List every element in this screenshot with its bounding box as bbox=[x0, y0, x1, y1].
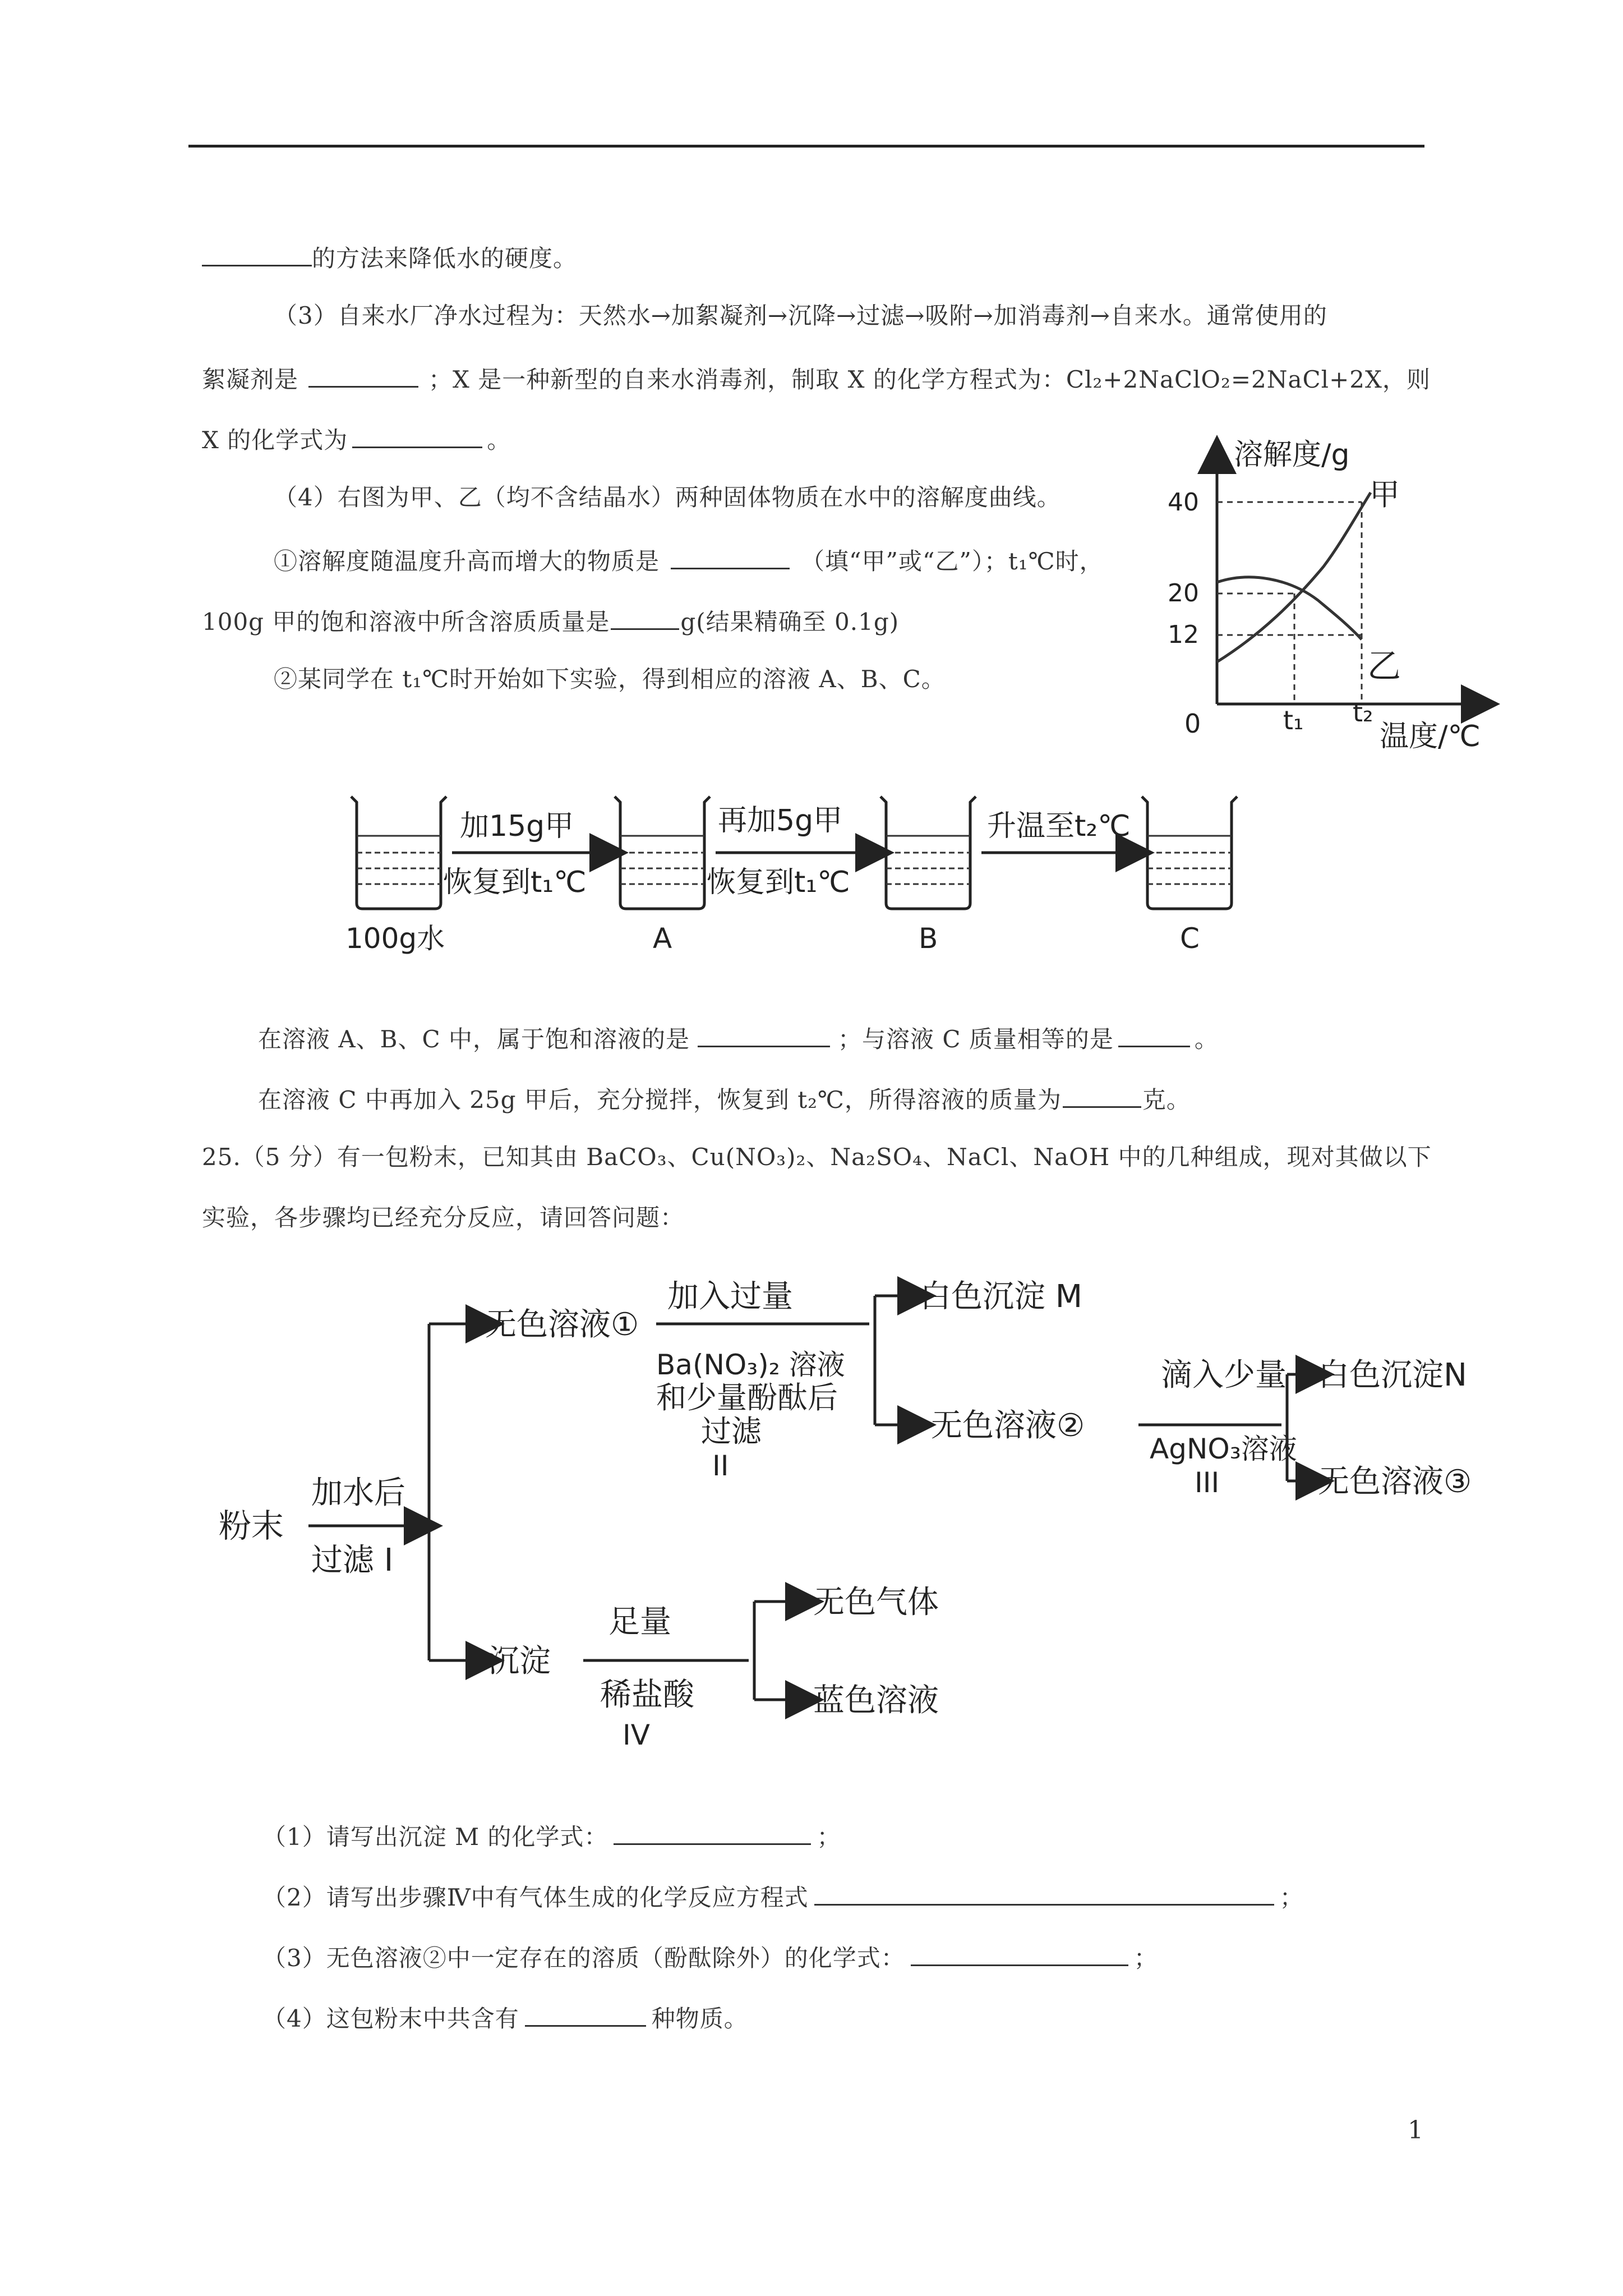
label-c: C bbox=[1180, 922, 1200, 955]
step2-reagent-line1: Ba(NO₃)₂ 溶液 bbox=[656, 1349, 845, 1381]
x-axis-label: 温度/℃ bbox=[1380, 720, 1481, 753]
powder-node: 粉末 bbox=[219, 1507, 284, 1545]
answer-blank bbox=[614, 1820, 811, 1845]
solution1-node: 无色溶液① bbox=[485, 1306, 639, 1343]
step2-reagent-line3: 过滤 bbox=[701, 1414, 762, 1449]
text-line-6: ①溶解度随温度升高而增大的物质是 （填“甲”或“乙”）；t₁℃时， bbox=[274, 544, 1104, 576]
answer-blank bbox=[698, 1022, 830, 1047]
step1-top-label: 加水后 bbox=[311, 1475, 405, 1511]
beaker-experiment-diagram bbox=[325, 780, 1267, 965]
gas-node: 无色气体 bbox=[813, 1584, 939, 1621]
solution2-node: 无色溶液② bbox=[931, 1407, 1085, 1444]
step2-top-label: 再加5g甲 bbox=[718, 804, 843, 838]
text-line-10: 在溶液 C 中再加入 25g 甲后，充分搅拌，恢复到 t₂℃，所得溶液的质量为 克。 bbox=[258, 1083, 1191, 1114]
text-line-11: 25.（5 分）有一包粉末，已知其由 BaCO₃、Cu(NO₃)₂、Na₂SO₄、NaCl、NaOH 中的几种组成，现对其做以下 bbox=[202, 1143, 1432, 1171]
text-line-7: 100g 甲的饱和溶液中所含溶质质量是 g(结果精确至 0.1g) bbox=[202, 605, 899, 636]
answer-blank bbox=[671, 544, 790, 569]
text-line-3: 絮凝剂是 ；X 是一种新型的自来水消毒剂，制取 X 的化学方程式为：Cl₂+2NaClO₂=2NaCl+2X，则 bbox=[202, 362, 1431, 394]
x-tick-t1: t₁ bbox=[1283, 705, 1304, 735]
answer-blank bbox=[814, 1880, 1274, 1906]
beaker-a bbox=[615, 797, 710, 909]
y-tick-20: 20 bbox=[1168, 579, 1199, 608]
label-a: A bbox=[653, 922, 672, 955]
step3-top-label: 滴入少量 bbox=[1161, 1357, 1287, 1393]
label-b: B bbox=[919, 922, 938, 955]
step2-number: II bbox=[712, 1450, 729, 1482]
answer-blank bbox=[352, 423, 482, 448]
solubility-chart bbox=[1155, 432, 1514, 763]
answer-blank bbox=[202, 241, 312, 266]
page-number: 1 bbox=[1408, 2116, 1423, 2145]
precipitate-node: 沉淀 bbox=[488, 1643, 551, 1680]
beaker-c bbox=[1142, 797, 1237, 909]
answer-blank bbox=[308, 362, 418, 388]
x-tick-t2: t₂ bbox=[1353, 697, 1373, 728]
question-1: （1）请写出沉淀 M 的化学式： ； bbox=[262, 1820, 841, 1851]
step4-number: IV bbox=[623, 1719, 650, 1751]
step3-top-label: 升温至t₂℃ bbox=[987, 809, 1131, 843]
step4-top-label: 足量 bbox=[608, 1604, 671, 1640]
y-axis-label: 溶解度/g bbox=[1234, 438, 1350, 472]
answer-blank bbox=[1118, 1022, 1190, 1047]
series-label-yi: 乙 bbox=[1367, 647, 1401, 686]
text-line-9: 在溶液 A、B、C 中，属于饱和溶液的是 ；与溶液 C 质量相等的是 。 bbox=[258, 1022, 1219, 1053]
origin-label: 0 bbox=[1184, 708, 1201, 739]
step2-top-label: 加入过量 bbox=[667, 1278, 793, 1315]
question-4: （4）这包粉末中共含有 种物质。 bbox=[262, 2001, 748, 2033]
precipitate-n-node: 白色沉淀N bbox=[1318, 1357, 1467, 1393]
experiment-flowchart bbox=[208, 1257, 1520, 1773]
curve-yi bbox=[1217, 577, 1362, 639]
beaker-water bbox=[351, 797, 446, 909]
step3-number: III bbox=[1195, 1466, 1220, 1499]
answer-blank bbox=[1063, 1083, 1141, 1108]
text-line-8: ②某同学在 t₁℃时开始如下实验，得到相应的溶液 A、B、C。 bbox=[274, 665, 946, 693]
text-line-12: 实验，各步骤均已经充分反应，请回答问题： bbox=[202, 1204, 685, 1231]
step1-bottom-label: 过滤 I bbox=[311, 1542, 394, 1579]
text-line-2: （3）自来水厂净水过程为：天然水→加絮凝剂→沉降→过滤→吸附→加消毒剂→自来水。通常使用的 bbox=[274, 302, 1327, 329]
step2-reagent-line2: 和少量酚酞后 bbox=[656, 1380, 838, 1415]
solution3-node: 无色溶液③ bbox=[1318, 1464, 1472, 1500]
header-rule bbox=[188, 145, 1424, 148]
question-3: （3）无色溶液②中一定存在的溶质（酚酞除外）的化学式： ； bbox=[262, 1941, 1158, 1972]
series-label-jia: 甲 bbox=[1370, 477, 1400, 512]
blue-solution-node: 蓝色溶液 bbox=[813, 1682, 939, 1719]
text-line-5: （4）右图为甲、乙（均不含结晶水）两种固体物质在水中的溶解度曲线。 bbox=[274, 484, 1061, 511]
answer-blank bbox=[525, 2001, 646, 2027]
text-line-1: 的方法来降低水的硬度。 bbox=[202, 241, 577, 273]
step2-bottom-label: 恢复到t₁℃ bbox=[707, 866, 850, 899]
y-tick-12: 12 bbox=[1168, 620, 1199, 649]
answer-blank bbox=[611, 605, 679, 630]
label-100g-water: 100g水 bbox=[345, 922, 445, 955]
step4-reagent: 稀盐酸 bbox=[600, 1677, 694, 1713]
y-tick-40: 40 bbox=[1168, 488, 1199, 517]
question-2: （2）请写出步骤Ⅳ中有气体生成的化学反应方程式 ； bbox=[262, 1880, 1304, 1912]
step1-bottom-label: 恢复到t₁℃ bbox=[443, 866, 587, 899]
text-line-4: X 的化学式为 。 bbox=[202, 423, 511, 454]
beaker-b bbox=[880, 797, 976, 909]
precipitate-m-node: 白色沉淀 M bbox=[920, 1278, 1083, 1315]
answer-blank bbox=[911, 1941, 1128, 1966]
step3-reagent: AgNO₃溶液 bbox=[1150, 1433, 1297, 1465]
step1-top-label: 加15g甲 bbox=[460, 809, 574, 843]
